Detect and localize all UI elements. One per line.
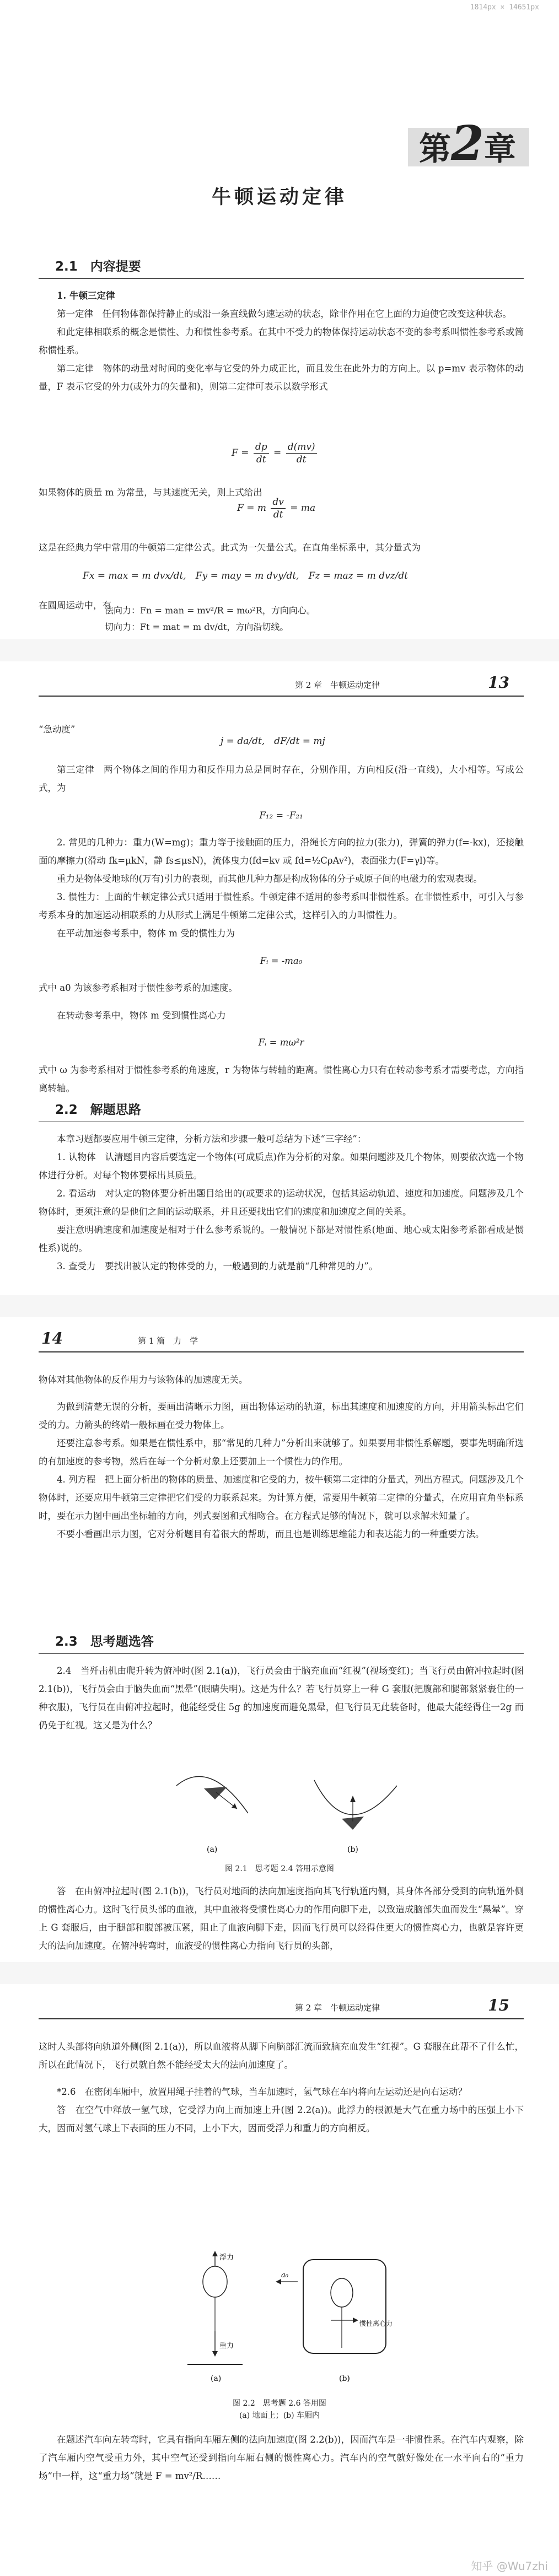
paragraph: 3. 查受力 要找出被认定的物体受的力，一般遇到的力就是前“几种常见的力”。 [57,1261,378,1271]
paragraph: 式中 ω 为参考系相对于惯性参考系的角速度，r 为物体与转轴的距离。惯性离心力只有在转动参考系才需要考虑，方向指离转轴。 [39,1064,524,1093]
paragraph: 这时人头部将向轨道外侧(图 2.1(a))，所以血液将从脚下向脑部汇流而致脑充血发生“红视”。G 套服在此帮不了什么忙，所以在此情况下，飞行员就自然不能经受太大的法向加速度了。 [39,2041,524,2070]
paragraph: 还要注意参考系。如果是在惯性系中，那“常见的几种力”分析出来就够了。如果要用非惯性系解题，要事先明确所选的有加速度的参考物，然后在每一个分析对象上还要加上一个惯性力的作用。 [39,1438,524,1467]
equation-tangent-force: 切向力：Ft = mat = m dv/dt，方向沿切线。 [105,622,289,632]
page-number: 14 [41,1329,63,1348]
paragraph: 为做到清楚无误的分析，要画出清晰示力图，画出物体运动的轨道，标出其速度和加速度的方向，并用箭头标出它们受的力。力箭头的终端一般标画在受力物体上。 [39,1402,524,1430]
page-number: 15 [488,1996,509,2014]
section-2-3-heading: 2.3 思考题选答 [55,1635,154,1649]
page4-text-2 [39,2431,524,2485]
page4-text [39,2028,524,2137]
paragraph: 1. 认物体 认清题目内容后要选定一个物体(可成质点)作为分析的对象。如果问题涉及几个物体，则要依次选一个物体进行分析。对每个物体要标出其质量。 [39,1152,524,1181]
figure-2-2-a [187,2251,243,2383]
equation-f-ma: F = m $\frac{dv}{dt}$ = ma [237,497,316,520]
figure-label-a: (a) [207,1845,218,1854]
paragraph: 重力是物体受地球的(万有)引力的表现，而其他几种力都是构成物体的分子或原子间的电磁力的宏观表现。 [57,874,482,884]
paragraph: 本章习题都要应用牛顿三定律，分析方法和步骤一般可总结为下述“三字经”： [57,1134,367,1144]
subheading-newton-laws: 1. 牛顿三定律 [57,290,115,301]
label-inertial-force: 惯性离心力 [359,2320,393,2327]
paragraph: 4. 列方程 把上面分析出的物体的质量、加速度和它受的力，按牛顿第二定律的分量式，列出方程式。问题涉及几个物体时，还要应用牛顿第三定律把它们受的力联系起来。为计算方便，常要用牛顿第二定律的分量式，在应用直角坐标系时，要在示力图中画出坐标轴的方向，列式要图和式相吻合。在方程式足够的情况下，就可以求解未知量了。 [39,1474,524,1521]
chapter-title: 牛顿运动定律 [211,186,347,208]
answer-2-6: 答 在空气中释放一氢气球，它受浮力向上而加速上升(图 2.2(a))。此浮力的根源是大气在重力场中的压强上小下大，因而对氢气球上下表面的压力不同，上小下大，因而受浮力和重力的方向相反。 [39,2105,524,2133]
label-a0: a₀ [281,2271,288,2279]
running-header: 第 2 章 牛顿运动定律 [295,2003,380,2013]
page3-text [39,1361,524,1543]
answer-2-4: 答 在由俯冲拉起时(图 2.1(b))，飞行员对地面的法向加速度指向其飞行轨道内侧，其身体各部分受到的向轨道外侧的惯性离心力。这时飞行员头部的血液，其中血液将受惯性离心力的作用向脚下走，以致造成脑部失血而发生“黑晕”。穿上 G 套服后，由于腿部和腹部被压紧，阻止了血液向脚下走，因而飞行员可以经得住更大的惯性离心力，也就是容许更大的法向加速度。在俯冲转弯时，血液受的惯性离心力指向飞行员的头部， [39,1886,524,1951]
figure-2-2-b [276,2260,393,2383]
figure-label-b: (b) [339,2374,350,2383]
paragraph: 不要小看画出示力图，它对分析题目有着很大的帮助，而且也是训练思维能力和表达能力的一种重要方法。 [57,1529,485,1539]
figure-2-1-b [314,1780,397,1830]
equation-components: Fx = max = m dvx/dt, Fy = may = m dvy/dt, Fz = maz = m dvz/dt [83,570,409,581]
equation-inertial-force: Fᵢ = -ma₀ [260,955,303,966]
page-gap [0,1962,559,1984]
label-gravity: 重力 [219,2342,234,2350]
paragraph: 在题述汽车向左转弯时，它具有指向车厢左侧的法向加速度(图 2.2(b))，因而汽车是一非惯性系。在汽车内观察，除了汽车厢内空气受重力外，其中空气还受到指向车厢右侧的惯性离心力。汽车内的空气就好像处在一水平向右的“重力场”中一样，这“重力场”就是 F = mv²/R…… [39,2434,524,2481]
page1-text [39,287,524,396]
page3-text-3 [39,1882,524,1955]
page-number: 13 [488,673,509,692]
page-gap [0,639,559,661]
question-2-6: *2.6 在密闭车厢中，放置用绳子挂着的气球，当车加速时，氢气球在车内将向左运动还是向右运动？ [57,2087,467,2097]
figure-2-1-caption: 图 2.1 思考题 2.4 答用示意图 [225,1864,334,1873]
equation-third-law: F₁₂ = -F₂₁ [259,810,303,821]
header-rule [39,696,524,697]
equation-jerk: j = da/dt, dF/dt = mj [221,736,325,747]
figure-2-1 [165,1764,419,1857]
paragraph: 在平动加速参考系中，物体 m 受的惯性力为 [57,928,235,939]
top-caption: 1814px × 14651px [470,3,539,12]
header-rule [39,2018,524,2019]
paragraph: 2. 常见的几种力：重力(W=mg)；重力等于接触面的压力，沿绳长方向的拉力(张力)，弹簧的弹力(f=-kx)，还接触面的摩擦力(滑动 fk=μkN，静 fs≤μsN)，流体曳力(fd=kv 或 fd=½CρAv²)，表面张力(F=γl)等。 [39,837,524,866]
question-2-4: 2.4 当歼击机由爬升转为俯冲时(图 2.1(a))，飞行员会由于脑充血而“红视”(视场变红)；当飞行员由俯冲拉起时(图 2.1(b))，飞行员会由于脑失血而“黑晕”(眼睛失明)。这是为什么？若飞行员穿上一种 G 套服(把腹部和腿部紧紧裹住的一种衣服)，飞行员在由俯冲拉起时，他能经受住 5g 的加速度而避免黑晕，但飞行员无此装备时，他最大能经得住一2g 而仍免于红视。这又是为什么？ [39,1666,524,1731]
paragraph: 2. 看运动 对认定的物体要分析出题目给出的(或要求的)运动状况，包括其运动轨道、速度和加速度。问题涉及几个物体时，更须注意的是他们之间的运动联系，并且还要找出它们的速度和加速度之间的关系。 [39,1188,524,1217]
figure-2-2-caption: 图 2.2 思考题 2.6 答用图 [233,2399,326,2408]
figure-2-1-a [176,1776,248,1813]
running-header: 第 1 篇 力 学 [138,1336,198,1346]
paragraph: 如果物体的质量 m 为常量，与其速度无关，则上式给出 [39,487,262,498]
paragraph: 物体对其他物体的反作用力与该物体的加速度无关。 [39,1374,248,1385]
page-gap [0,1295,559,1317]
header-rule [39,1351,524,1352]
page1-text-3 [39,529,524,565]
paragraph: 第一定律 任何物体都保持静止的或沿一条直线做匀速运动的状态，除非作用在它上面的力迫使它改变这种状态。 [57,309,512,319]
paragraph: 在转动参考系中，物体 m 受到惯性离心力 [57,1010,226,1021]
equation-second-law: F = $\frac{dp}{dt}$ = $\frac{d(mv)}{dt}$ [232,441,319,466]
page2-text-2 [39,761,524,1106]
paragraph: 第三定律 两个物体之间的作用力和反作用力总是同时存在，分别作用，方向相反(沿一直线)，大小相等。写成公式，为 [39,764,524,793]
equation-normal-force: 法向力：Fn = man = mv²/R = mω²R，方向向心。 [105,605,315,616]
section-2-2-heading: 2.2 解题思路 [55,1103,141,1117]
paragraph: “急动度” [39,724,76,735]
paragraph: 第二定律 物体的动量对时间的变化率与它受的外力成正比，而且发生在此外力的方向上。以 p=mv 表示物体的动量，F 表示它受的外力(或外力的矢量和)，则第二定律可表示以数学形式 [39,363,524,392]
section-rule [39,278,524,279]
watermark: 知乎 @Wu7zhi [471,2559,548,2573]
section-2-1-heading: 2.1 内容提要 [55,260,141,274]
page2-text-3 [39,1130,524,1275]
equation-centrifugal: Fᵢ = mω²r [258,1037,304,1048]
running-header: 第 2 章 牛顿运动定律 [295,680,380,690]
paragraph: 这是在经典力学中常用的牛顿第二定律公式。此式为一矢量公式。在直角坐标系中，其分量式为 [39,542,421,553]
page3-text-2 [39,1662,524,1734]
section-rule [39,1653,524,1654]
label-buoyancy: 浮力 [219,2254,234,2262]
figure-2-2 [165,2249,408,2392]
paragraph: 和此定律相联系的概念是惯性、力和惯性参考系。在其中不受力的物体保持运动状态不变的参考系叫惯性参考系或简称惯性系。 [39,327,524,355]
paragraph: 在圆周运动中，有 [39,600,111,611]
paragraph: 3. 惯性力：上面的牛顿定律公式只适用于惯性系。牛顿定律不适用的参考系叫非惯性系。在非惯性系中，可引入与参考系本身的加速运动相联系的力从形式上满足牛顿第二定律公式，这样引入的力叫惯性力。 [39,892,524,920]
figure-label-a: (a) [211,2374,222,2383]
chapter-badge: 第2章 [419,116,516,171]
paragraph: 要注意明确速度和加速度是相对于什么参考系说的。一般情况下都是对惯性系(地面、地心或太阳参考系都看成是惯性系)说的。 [39,1225,524,1253]
paragraph: 式中 a0 为该参考系相对于惯性参考系的加速度。 [39,983,238,993]
figure-label-b: (b) [347,1845,358,1854]
figure-2-2-subcaption: (a) 地面上；(b) 车厢内 [239,2411,320,2420]
